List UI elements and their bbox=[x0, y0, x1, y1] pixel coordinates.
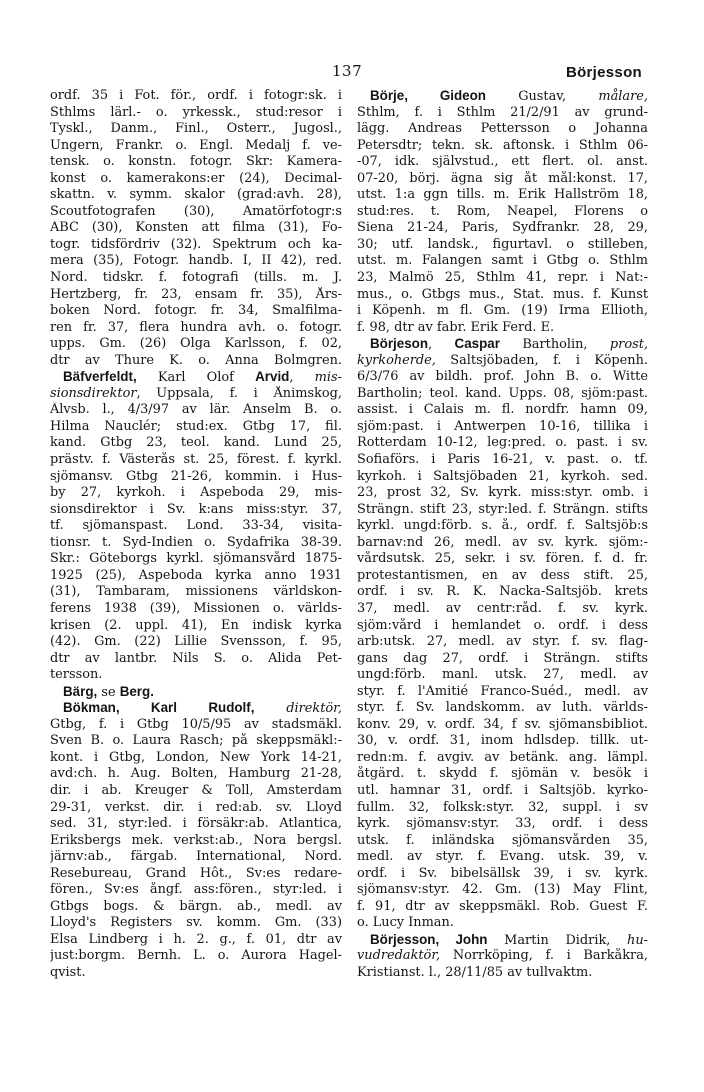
text-run: (42). Gm. (22) Lillie Svensson, f. 95, bbox=[50, 634, 342, 650]
text-run: Norrköping, f. i Barkåkra, bbox=[440, 948, 648, 964]
text-run: tf. sjömanspast. Lond. 33-34, visita- bbox=[50, 518, 342, 534]
text-line bbox=[50, 121, 342, 138]
text-line bbox=[50, 733, 342, 750]
text-line bbox=[357, 485, 648, 502]
text-line bbox=[357, 253, 648, 270]
text-run: utsk. f. inländska sjömansvården 35, bbox=[357, 832, 648, 848]
text-run: Älvsb. l., 4/3/97 av lär. Anselm B. o. bbox=[50, 402, 342, 418]
text-line bbox=[357, 204, 648, 221]
text-line bbox=[357, 634, 648, 651]
text-line bbox=[357, 766, 648, 783]
text-run: dtr av lantbr. Nils S. o. Alida Pet- bbox=[50, 650, 342, 666]
text-run: qvist. bbox=[50, 964, 86, 980]
text-run: kont. i Gtbg, London, New York 14-21, bbox=[50, 749, 342, 765]
text-run: Scoutfotografen (30), Amatörfotogr:s bbox=[50, 203, 342, 219]
text-line bbox=[50, 270, 342, 287]
text-line bbox=[357, 618, 648, 635]
text-run: Hilma Nauclér; stud:ex. Gtbg 17, fil. bbox=[50, 418, 342, 434]
text-run: konst o. kamerakons:er (24), Decimal- bbox=[50, 170, 342, 186]
text-run: sed. 31, styr:led. i försäkr:ab. Atlantica, bbox=[50, 816, 342, 832]
text-line bbox=[357, 518, 648, 535]
entry-occupation: prost, bbox=[609, 337, 648, 353]
text-line bbox=[50, 369, 342, 386]
text-line bbox=[50, 568, 342, 585]
text-line bbox=[50, 253, 342, 270]
text-line bbox=[50, 634, 342, 651]
text-line bbox=[50, 535, 342, 552]
text-line bbox=[50, 667, 342, 684]
text-run: redn:m. f. avgiv. av betänk. ang. lämpl. bbox=[357, 749, 648, 765]
text-run: assist. i Calais m. fl. nordfr. hamn 09, bbox=[357, 402, 648, 418]
text-run: just:borgm. Bernh. L. o. Aurora Hagel- bbox=[50, 948, 342, 964]
text-line bbox=[357, 568, 648, 585]
text-line bbox=[357, 270, 648, 287]
text-run: tionsr. t. Syd-Indien o. Sydafrika 38-39. bbox=[50, 534, 342, 550]
text-run: ordf. 35 i Fot. för., ordf. i fotogr:sk. i bbox=[50, 88, 342, 103]
text-run: Lloyd's Registers sv. komm. Gm. (33) bbox=[50, 915, 342, 931]
text-run: Ungern, Frankr. o. Engl. Medalj f. ve- bbox=[50, 137, 342, 153]
text-run: Strängn. stift 23, styr:led. f. Strängn. stifts bbox=[357, 501, 648, 517]
entry-occupation: hu- bbox=[627, 932, 648, 948]
text-line bbox=[357, 717, 648, 734]
entry-headword: Berg. bbox=[119, 683, 154, 699]
text-line bbox=[50, 651, 342, 668]
text-line bbox=[357, 816, 648, 833]
text-run: åtgärd. t. skydd f. sjömän v. besök i bbox=[357, 766, 648, 782]
text-line bbox=[357, 187, 648, 204]
text-line bbox=[50, 187, 342, 204]
text-line bbox=[357, 899, 648, 916]
text-line bbox=[357, 800, 648, 817]
text-run: styr. f. l'Amitié Franco-Suéd., medl. av bbox=[357, 683, 648, 699]
entry-headword: Bökman, Karl Rudolf, bbox=[63, 700, 255, 716]
text-line bbox=[50, 452, 342, 469]
text-line bbox=[357, 651, 648, 668]
text-run: , Uppsala, f. i Ånimskog, bbox=[136, 385, 342, 401]
text-run: medl. av styr. f. Evang. utsk. 39, v. bbox=[357, 849, 648, 865]
text-run: kyrkl. ungd:förb. s. å., ordf. f. Saltsjöb:s bbox=[357, 518, 648, 534]
text-line bbox=[50, 932, 342, 949]
text-line bbox=[50, 419, 342, 436]
text-run: järnv:ab., färgab. International, Nord. bbox=[50, 849, 342, 865]
text-line bbox=[357, 948, 648, 965]
text-run: sjöm:past. i Antwerpen 10-16, tillika i bbox=[357, 418, 648, 434]
text-line bbox=[357, 502, 648, 519]
entry-headword: Börje, Gideon bbox=[370, 88, 486, 103]
text-line bbox=[50, 353, 342, 370]
text-line bbox=[357, 287, 648, 304]
text-line bbox=[357, 833, 648, 850]
text-run: 23, Malmö 25, Sthlm 41, repr. i Nat:- bbox=[357, 270, 648, 286]
text-run: Hertzberg, fr. 23, ensam fr. 35), Års- bbox=[50, 286, 342, 302]
text-line bbox=[50, 783, 342, 800]
text-run: avd:ch. h. Aug. Bolten, Hamburg 21-28, bbox=[50, 766, 342, 782]
text-line bbox=[50, 948, 342, 965]
entry-headword: Börjesson, John bbox=[370, 931, 488, 947]
text-line bbox=[50, 833, 342, 850]
text-line bbox=[50, 485, 342, 502]
text-run: vårdsutsk. 25, sekr. i sv. fören. f. d. fr. bbox=[357, 551, 648, 567]
text-run: prästv. f. Västerås st. 25, förest. f. kyrkl. bbox=[50, 452, 342, 468]
entry-occupation: direktör, bbox=[286, 701, 342, 717]
text-run: Gustav, bbox=[485, 89, 599, 104]
text-line bbox=[50, 171, 342, 188]
text-run: , bbox=[428, 337, 455, 353]
text-line bbox=[50, 717, 342, 734]
text-run: 30, v. ordf. 31, inom hdlsdep. tillk. ut- bbox=[357, 733, 648, 749]
text-run: arb:utsk. 27, medl. av styr. f. sv. flag- bbox=[357, 634, 648, 650]
text-line bbox=[50, 915, 342, 932]
text-line bbox=[357, 369, 648, 386]
text-run: (31), Tambaram, missionens världskon- bbox=[50, 584, 342, 600]
text-run: utst. 1:a ggn tills. m. Erik Hallström 18, bbox=[357, 187, 648, 203]
left-column bbox=[50, 88, 342, 982]
text-run: i Köpenh. m fl. Gm. (19) Irma Ellioth, bbox=[357, 303, 648, 319]
text-line bbox=[357, 733, 648, 750]
text-line bbox=[50, 303, 342, 320]
text-run: 37, medl. av centr:råd. f. sv. kyrk. bbox=[357, 600, 648, 616]
text-line bbox=[50, 849, 342, 866]
text-run: Petersdtr; tekn. sk. aftonsk. i Sthlm 06- bbox=[357, 137, 648, 153]
text-run: 30; utf. landsk., figurtavl. o stilleben, bbox=[357, 236, 648, 252]
text-run: Eriksbergs mek. verkst:ab., Nora bergsl. bbox=[50, 832, 342, 848]
text-line bbox=[357, 965, 648, 982]
text-line bbox=[357, 849, 648, 866]
text-line bbox=[357, 138, 648, 155]
text-run: , bbox=[289, 370, 315, 386]
text-run: fullm. 32, folksk:styr. 32, suppl. i sv bbox=[357, 799, 648, 815]
text-line bbox=[357, 866, 648, 883]
text-run: Saltsjöbaden, f. i Köpenh. bbox=[435, 352, 648, 368]
text-line bbox=[50, 866, 342, 883]
text-run: boken Nord. fotogr. fr. 34, Smalfilma- bbox=[50, 303, 342, 319]
text-line bbox=[50, 154, 342, 171]
text-line bbox=[50, 882, 342, 899]
text-run: dtr av Thure K. o. Anna Bolmgren. bbox=[50, 352, 342, 368]
entry-headword: Arvid bbox=[255, 369, 290, 385]
text-line bbox=[357, 750, 648, 767]
text-run: kand. Gtbg 23, teol. kand. Lund 25, bbox=[50, 435, 342, 451]
text-run: Skr.: Göteborgs kyrkl. sjömansvård 1875- bbox=[50, 551, 342, 567]
text-line bbox=[50, 766, 342, 783]
text-run: Martin Didrik, bbox=[487, 932, 628, 948]
text-line bbox=[357, 435, 648, 452]
text-run: gans dag 27, ordf. i Strängn. stifts bbox=[357, 650, 648, 666]
running-head: Börjesson bbox=[565, 64, 642, 81]
text-run: utl. hamnar 31, ordf. i Saltsjöb. kyrko- bbox=[357, 782, 648, 798]
text-run: Bartholin; teol. kand. Upps. 08, sjöm:past. bbox=[357, 385, 648, 401]
text-run: Bartholin, bbox=[499, 337, 610, 353]
text-line bbox=[50, 138, 342, 155]
entry-occupation: sionsdirektor bbox=[50, 385, 137, 401]
text-run: ordf. i Sv. bibelsällsk 39, i sv. kyrk. bbox=[357, 865, 648, 881]
text-run: Gtbg, f. i Gtbg 10/5/95 av stadsmäkl. bbox=[50, 716, 342, 732]
text-line bbox=[50, 88, 342, 105]
text-line bbox=[50, 386, 342, 403]
text-run: Sthlm, f. i Sthlm 21/2/91 av grund- bbox=[357, 104, 648, 120]
text-line bbox=[357, 932, 648, 949]
text-run: ren fr. 37, flera hundra avh. o. fotogr. bbox=[50, 319, 342, 335]
text-run: Nord. tidskr. f. fotografi (tills. m. J. bbox=[50, 270, 342, 286]
entry-headword: Caspar bbox=[454, 336, 500, 352]
right-column bbox=[357, 88, 648, 982]
text-line bbox=[50, 684, 342, 701]
text-run: tersson. bbox=[50, 667, 103, 683]
text-line bbox=[357, 220, 648, 237]
text-run: Resebureau, Grand Hôt., Sv:es redare- bbox=[50, 865, 342, 881]
text-run: Kristianst. l., 28/11/85 av tullvaktm. bbox=[357, 964, 593, 980]
text-run: konv. 29, v. ordf. 34, f sv. sjömansbibliot. bbox=[357, 716, 648, 732]
text-line bbox=[50, 502, 342, 519]
text-run: Sthlms lärl.- o. yrkessk., stud:resor i bbox=[50, 104, 342, 120]
text-run: lägg. Andreas Pettersson o Johanna bbox=[357, 121, 648, 137]
text-run: upps. Gm. (26) Olga Karlsson, f. 02, bbox=[50, 336, 342, 352]
text-run: 23, prost 32, Sv. kyrk. miss:styr. omb. i bbox=[357, 485, 648, 501]
text-run: ordf. i sv. R. K. Nacka-Saltsjöb. krets bbox=[357, 584, 648, 600]
text-run: fören., Sv:es ångf. ass:fören., styr:led. i bbox=[50, 882, 342, 898]
text-line bbox=[50, 584, 342, 601]
text-line bbox=[50, 220, 342, 237]
entry-occupation: vudredaktör, bbox=[357, 948, 441, 964]
text-run: -07, idk. självstud., ett flert. ol. anst. bbox=[357, 154, 648, 170]
text-run: Tyskl., Danm., Finl., Österr., Jugosl., bbox=[50, 121, 342, 137]
text-run: Gtbgs bogs. & bärgn. ab., medl. av bbox=[50, 898, 342, 914]
text-run: o. Lucy Inman. bbox=[357, 915, 454, 931]
text-line bbox=[50, 204, 342, 221]
text-line bbox=[357, 700, 648, 717]
text-run: 6/3/76 av bildh. prof. John B. o. Witte bbox=[357, 369, 648, 385]
text-run: Rotterdam 10-12, leg:pred. o. past. i sv. bbox=[357, 435, 648, 451]
text-line bbox=[357, 386, 648, 403]
text-run: kyrkoh. i Saltsjöbaden 21, kyrkoh. sed. bbox=[357, 468, 648, 484]
text-line bbox=[50, 518, 342, 535]
text-line bbox=[357, 551, 648, 568]
text-run: tensk. o. konstn. fotogr. Skr: Kamera- bbox=[50, 154, 342, 170]
text-run: se bbox=[97, 684, 120, 700]
entry-headword: Börjeson bbox=[370, 336, 429, 352]
text-run: 29-31, verkst. dir. i red:ab. sv. Lloyd bbox=[50, 799, 342, 815]
text-run: sjömansv. Gtbg 21-26, kommin. i Hus- bbox=[50, 468, 342, 484]
text-line bbox=[357, 601, 648, 618]
text-run: sjöm:vård i hemlandet o. ordf. i dess bbox=[357, 617, 648, 633]
text-run: Sven B. o. Laura Rasch; på skeppsmäkl:- bbox=[50, 733, 342, 749]
text-line bbox=[50, 105, 342, 122]
entry-headword: Bärg, bbox=[63, 683, 98, 699]
text-line bbox=[357, 121, 648, 138]
text-line bbox=[50, 816, 342, 833]
text-run: krisen (2. uppl. 41), En indisk kyrka bbox=[50, 617, 342, 633]
text-run: Karl Olof bbox=[136, 370, 256, 386]
text-run: mera (35), Fotogr. handb. I, II 42), red. bbox=[50, 253, 342, 269]
text-line bbox=[357, 320, 648, 337]
text-line bbox=[50, 435, 342, 452]
text-run: barnav:nd 26, medl. av sv. kyrk. sjöm:- bbox=[357, 534, 648, 550]
text-line bbox=[50, 618, 342, 635]
text-line bbox=[50, 700, 342, 717]
text-run: kyrk. sjömansv:styr. 33, ordf. i dess bbox=[357, 816, 648, 832]
text-line bbox=[357, 419, 648, 436]
text-run: dir. i ab. Kreuger & Toll, Amsterdam bbox=[50, 782, 342, 798]
text-line bbox=[357, 783, 648, 800]
text-run: styr. f. Sv. landskomm. av luth. världs- bbox=[357, 700, 648, 716]
text-line bbox=[50, 320, 342, 337]
text-run: Sofiaförs. i Paris 16-21, v. past. o. tf. bbox=[357, 452, 648, 468]
text-line bbox=[357, 535, 648, 552]
text-line bbox=[357, 154, 648, 171]
entry-headword: Bäfverfeldt, bbox=[63, 369, 137, 385]
text-run: f. 91, dtr av skeppsmäkl. Rob. Guest F. bbox=[357, 898, 648, 914]
text-run: stud:res. t. Rom, Neapel, Florens o bbox=[357, 203, 648, 219]
page-number: 137 bbox=[332, 62, 363, 80]
text-run: togr. tidsfördriv (32). Spektrum och ka- bbox=[50, 236, 342, 252]
text-line bbox=[50, 800, 342, 817]
text-line bbox=[357, 402, 648, 419]
text-line bbox=[357, 171, 648, 188]
text-run: ferens 1938 (39), Missionen o. världs- bbox=[50, 600, 342, 616]
entry-occupation: kyrkoherde, bbox=[357, 352, 436, 368]
text-line bbox=[357, 667, 648, 684]
text-run: protestantismen, en av dess stift. 25, bbox=[357, 567, 648, 583]
text-line bbox=[50, 336, 342, 353]
text-run: utst. m. Falangen samt i Gtbg o. Sthlm bbox=[357, 253, 648, 269]
text-line bbox=[357, 882, 648, 899]
text-line bbox=[357, 469, 648, 486]
text-run: ABC (30), Konsten att filma (31), Fo- bbox=[50, 220, 342, 236]
text-line bbox=[357, 303, 648, 320]
text-line bbox=[357, 353, 648, 370]
text-line bbox=[357, 105, 648, 122]
text-run: sjömansv:styr. 42. Gm. (13) May Flint, bbox=[357, 882, 648, 898]
text-line bbox=[50, 750, 342, 767]
text-run: mus., o. Gtbgs mus., Stat. mus. f. Kunst bbox=[357, 286, 648, 302]
text-line bbox=[50, 402, 342, 419]
text-line bbox=[50, 237, 342, 254]
text-run: by 27, kyrkoh. i Aspeboda 29, mis- bbox=[50, 485, 342, 501]
text-run: Elsa Lindberg i h. 2. g., f. 01, dtr av bbox=[50, 931, 342, 947]
entry-occupation: mis- bbox=[314, 370, 342, 386]
text-run: ungd:förb. manl. utsk. 27, medl. av bbox=[357, 667, 648, 683]
text-run: Siena 21-24, Paris, Sydfrankr. 28, 29, bbox=[357, 220, 648, 236]
text-run: skattn. v. symm. skalor (grad:avh. 28), bbox=[50, 187, 342, 203]
text-line bbox=[357, 684, 648, 701]
text-line bbox=[50, 287, 342, 304]
text-line bbox=[50, 551, 342, 568]
text-run: f. 98, dtr av fabr. Erik Ferd. E. bbox=[357, 319, 555, 335]
text-line bbox=[50, 601, 342, 618]
entry-occupation: målare, bbox=[598, 89, 648, 104]
text-line bbox=[357, 237, 648, 254]
text-line bbox=[357, 584, 648, 601]
text-line bbox=[50, 899, 342, 916]
text-run: 1925 (25), Aspeboda kyrka anno 1931 bbox=[50, 567, 342, 583]
text-run: sionsdirektor i Sv. k:ans miss:styr. 37, bbox=[50, 501, 342, 517]
text-line bbox=[50, 469, 342, 486]
text-line bbox=[357, 915, 648, 932]
text-line bbox=[357, 336, 648, 353]
text-run: 07-20, börj. ägna sig åt mål:konst. 17, bbox=[357, 170, 648, 186]
text-run bbox=[254, 701, 286, 716]
text-line bbox=[50, 965, 342, 982]
text-line bbox=[357, 452, 648, 469]
text-line bbox=[357, 88, 648, 105]
